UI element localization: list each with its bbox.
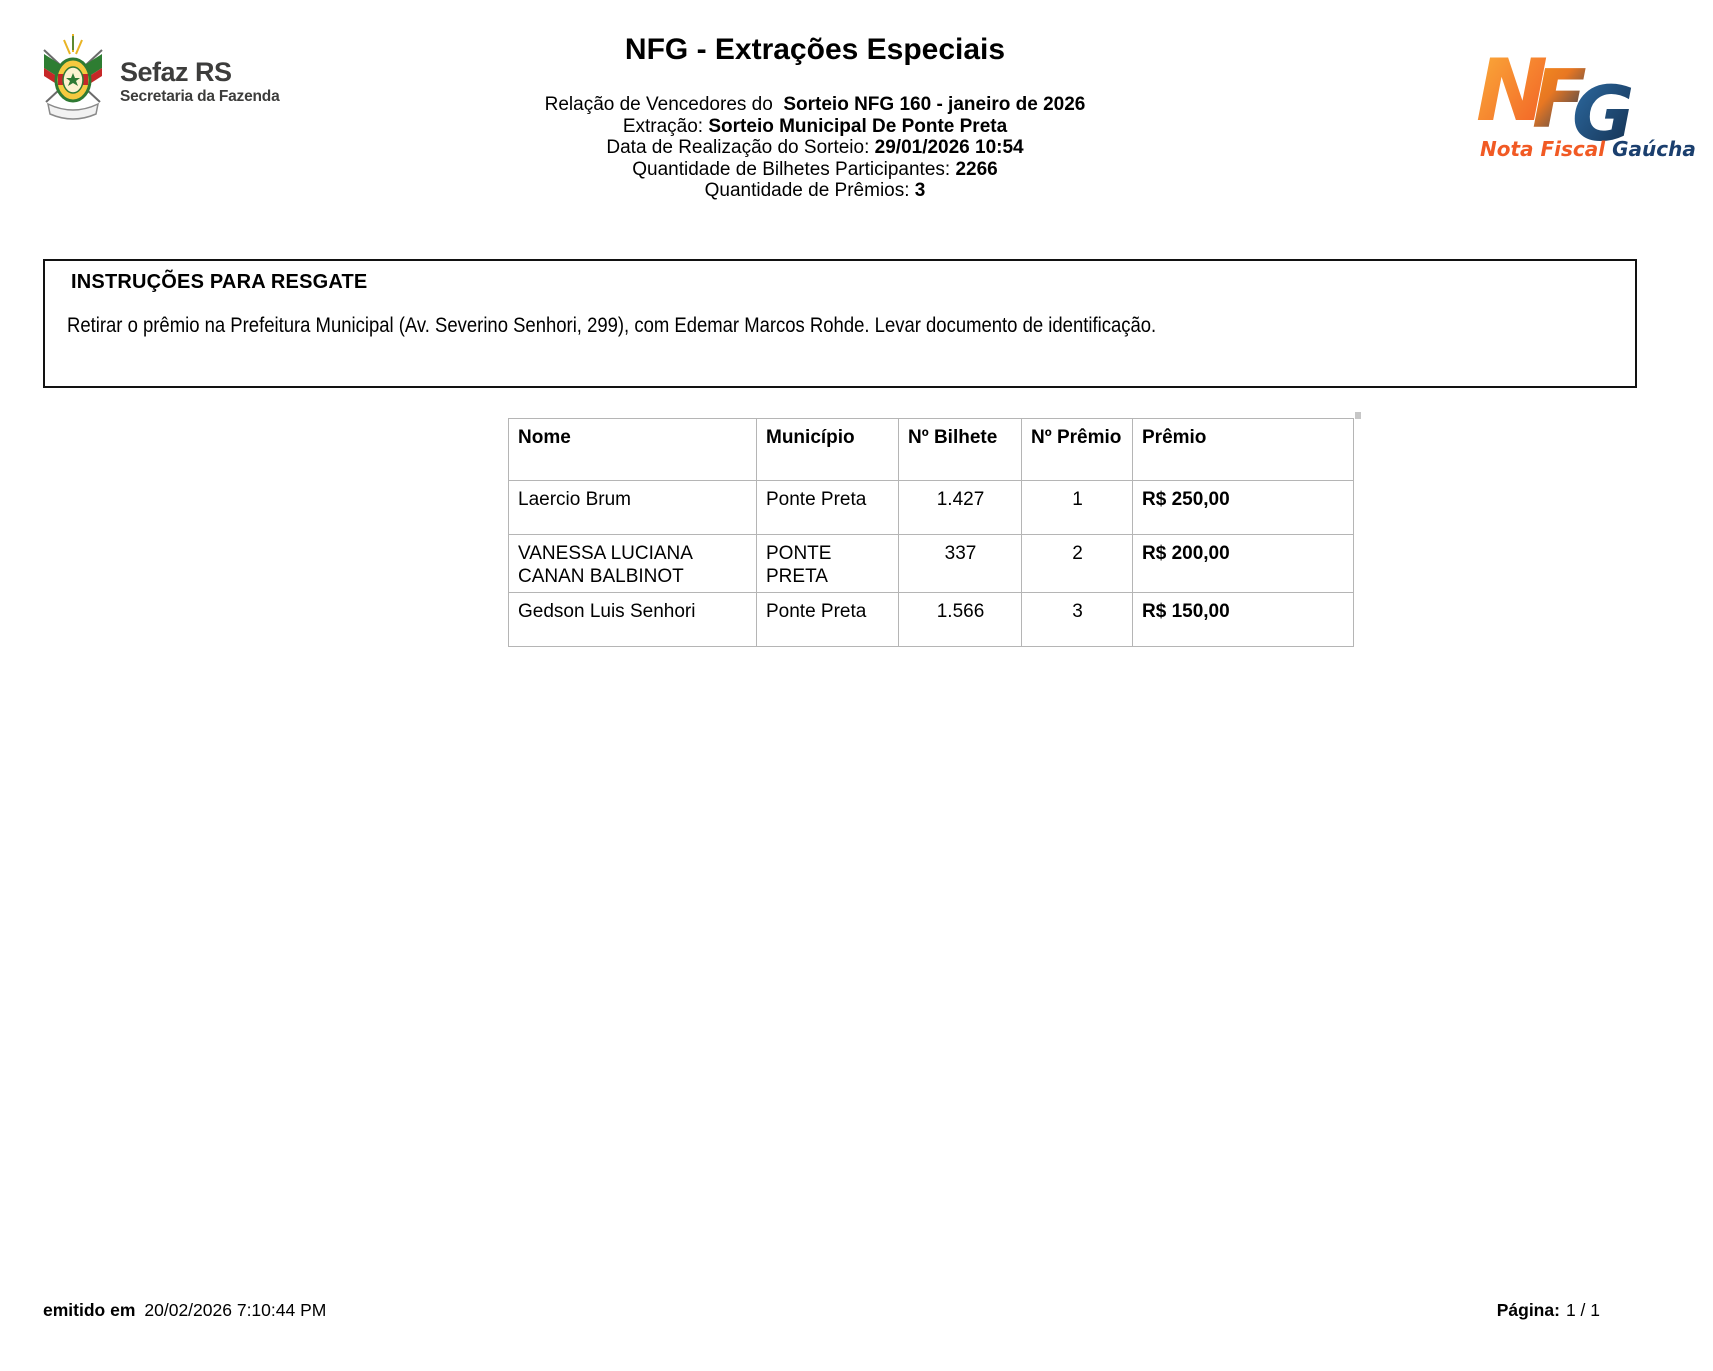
- instructions-body: Retirar o prêmio na Prefeitura Municipal (Av. Severino Senhori, 299), com Edemar Marcos Rohde. Levar documento de identificação.: [67, 314, 1157, 337]
- header-line-prizes-label: Quantidade de Prêmios:: [704, 180, 915, 201]
- header-line-date: [0, 137, 1630, 159]
- col-header-premio: Prêmio: [1133, 419, 1354, 481]
- header-line-tickets-label: Quantidade de Bilhetes Participantes:: [632, 158, 956, 180]
- header-line-extraction-value: Sorteio Municipal De Ponte Preta: [708, 115, 1008, 137]
- page-title: NFG - Extrações Especiais: [624, 33, 1006, 66]
- footer-emitted: [43, 1300, 326, 1321]
- nfg-logo: [1468, 28, 1696, 165]
- report-header: [0, 32, 1630, 202]
- instructions-title: INSTRUÇÕES PARA RESGATE: [71, 271, 368, 293]
- nfg-letter-n: N: [1476, 41, 1548, 141]
- nfg-caption-blue: Gaúcha: [1605, 137, 1696, 161]
- cell-n-premio: 2: [1022, 535, 1133, 593]
- instructions-body-wrap: [45, 294, 1635, 338]
- cell-premio: R$ 150,00: [1133, 593, 1354, 647]
- nfg-caption-orange: Nota Fiscal: [1480, 137, 1606, 161]
- cell-municipio: Ponte Preta: [757, 593, 899, 647]
- header-line-extraction: [0, 116, 1630, 138]
- footer-emitted-value: 20/02/2026 7:10:44 PM: [144, 1300, 327, 1320]
- footer-emitted-label: emitido em: [43, 1300, 136, 1320]
- header-line-prizes-value: 3: [914, 180, 926, 201]
- cell-premio: R$ 250,00: [1133, 481, 1354, 535]
- instructions-box: [43, 259, 1637, 388]
- winners-table-wrap: [508, 418, 1354, 647]
- cell-municipio: Ponte Preta: [757, 481, 899, 535]
- header-line-winners: [0, 94, 1630, 116]
- table-row: [509, 593, 1354, 647]
- cell-bilhete: 1.566: [899, 593, 1022, 647]
- header-line-date-label: Data de Realização do Sorteio:: [606, 137, 875, 158]
- header-line-winners-label: Relação de Vencedores do: [544, 94, 784, 115]
- header-line-winners-value: Sorteio NFG 160 - janeiro de 2026: [783, 94, 1086, 115]
- svg-text:Nota Fiscal Gaúcha: [1480, 137, 1696, 161]
- winners-table: [508, 418, 1354, 647]
- cell-premio: R$ 200,00: [1133, 535, 1354, 593]
- sefaz-subtitle: Secretaria da Fazenda: [120, 88, 280, 106]
- cell-nome: Gedson Luis Senhori: [509, 593, 757, 647]
- header-line-tickets-value: 2266: [955, 158, 998, 180]
- table-row: [509, 535, 1354, 593]
- cell-n-premio: 1: [1022, 481, 1133, 535]
- table-shadow-tick: [1355, 412, 1361, 419]
- footer-page-value: 1 / 1: [1565, 1300, 1600, 1320]
- cell-bilhete: 1.427: [899, 481, 1022, 535]
- cell-nome: Laercio Brum: [509, 481, 757, 535]
- header-info-lines: [0, 94, 1630, 202]
- nfg-letter-g: G: [1572, 69, 1635, 158]
- cell-municipio: PONTE PRETA: [757, 535, 899, 593]
- col-header-municipio: Município: [757, 419, 899, 481]
- header-line-prizes: [0, 180, 1630, 202]
- nfg-letter-f: F: [1532, 53, 1587, 146]
- nfg-logo-icon: [1468, 28, 1696, 161]
- footer-page-label: Página:: [1496, 1300, 1560, 1320]
- table-row: [509, 481, 1354, 535]
- table-header-row: [509, 419, 1354, 481]
- cell-n-premio: 3: [1022, 593, 1133, 647]
- footer-page: [1497, 1300, 1600, 1321]
- col-header-bilhete: Nº Bilhete: [899, 419, 1022, 481]
- col-header-n-premio: Nº Prêmio: [1022, 419, 1133, 481]
- cell-bilhete: 337: [899, 535, 1022, 593]
- header-line-tickets: [0, 159, 1630, 181]
- header-line-extraction-label: Extração:: [622, 115, 709, 137]
- col-header-nome: Nome: [509, 419, 757, 481]
- footer: [43, 1300, 1600, 1321]
- sefaz-name: Sefaz RS: [120, 57, 232, 87]
- cell-nome: VANESSA LUCIANA CANAN BALBINOT: [509, 535, 757, 593]
- header-line-date-value: 29/01/2026 10:54: [874, 137, 1024, 158]
